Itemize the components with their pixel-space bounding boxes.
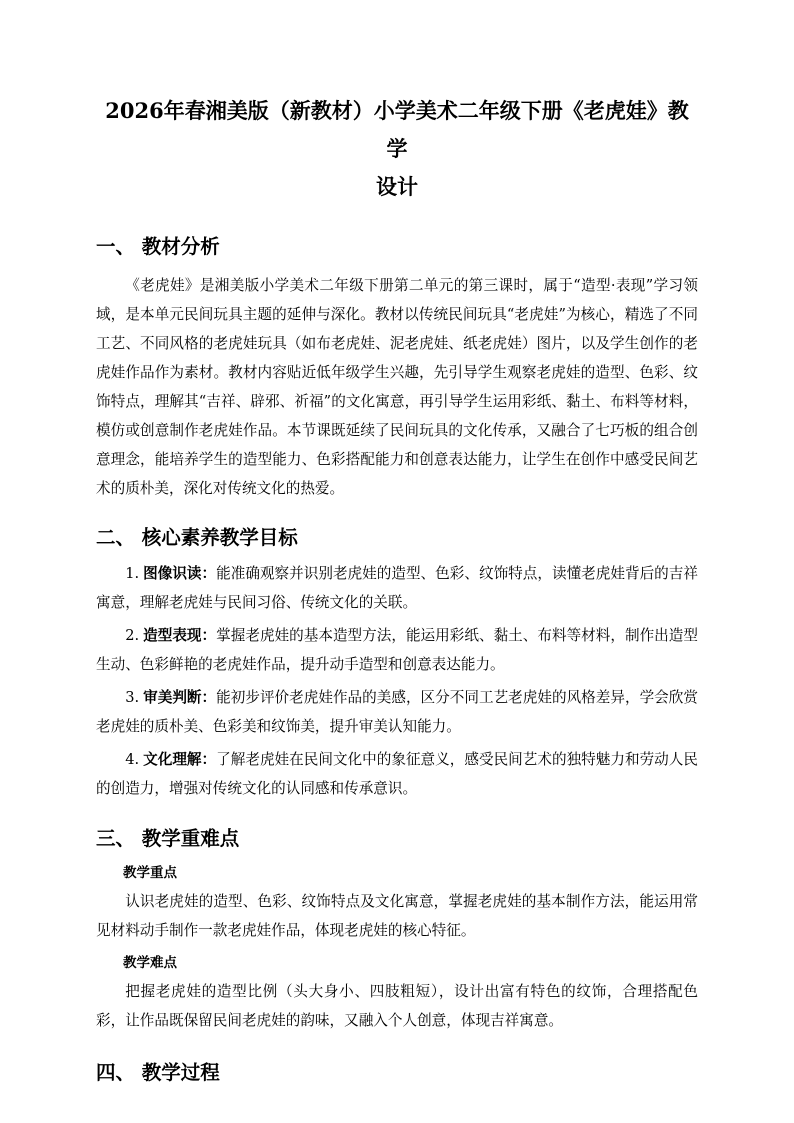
goal-item	[96, 745, 698, 803]
goal-text: 能准确观察并识别老虎娃的造型、色彩、纹饰特点，读懂老虎娃背后的吉祥寓意，理解老虎娃与民间习俗、传统文化的关联。	[96, 565, 698, 611]
goal-number: 1.	[125, 565, 140, 582]
goal-item	[96, 621, 698, 679]
goal-item	[96, 559, 698, 617]
section1-paragraph: 《老虎娃》是湘美版小学美术二年级下册第二单元的第三课时，属于“造型·表现”学习领域，是本单元民间玩具主题的延伸与深化。教材以传统民间玩具“老虎娃”为核心，精选了不同工艺、不同风格的老虎娃玩具（如布老虎娃、泥老虎娃、纸老虎娃）图片，以及学生创作的老虎娃作品作为素材。教材内容贴近低年级学生兴趣，先引导学生观察老虎娃的造型、色彩、纹饰特点，理解其“吉祥、辟邪、祈福”的文化寓意，再引导学生运用彩纸、黏土、布料等材料，模仿或创意制作老虎娃作品。本节课既延续了民间玩具的文化传承，又融合了七巧板的组合创意理念，能培养学生的造型能力、色彩搭配能力和创意表达能力，让学生在创作中感受民间艺术的质朴美，深化对传统文化的热爱。	[96, 277, 698, 497]
section-heading-2: 二、 核心素养教学目标	[96, 526, 298, 549]
section-heading-4: 四、 教学过程	[96, 1061, 220, 1084]
difficulty-label: 教学难点	[123, 955, 177, 971]
goal-label: 文化理解：	[143, 751, 217, 768]
goal-text: 能初步评价老虎娃作品的美感，区分不同工艺老虎娃的风格差异，学会欣赏老虎娃的质朴美、色彩美和纹饰美，提升审美认知能力。	[96, 689, 698, 735]
goal-label: 审美判断：	[143, 689, 217, 706]
section-heading-1: 一、 教材分析	[96, 235, 220, 258]
goal-label: 造型表现：	[143, 627, 217, 644]
goal-item	[96, 683, 698, 741]
document-title	[96, 92, 698, 206]
goal-label: 图像识读：	[143, 565, 217, 582]
difficulty-text: 把握老虎娃的造型比例（头大身小、四肢粗短），设计出富有特色的纹饰，合理搭配色彩，让作品既保留民间老虎娃的韵味，又融入个人创意，体现吉祥寓意。	[96, 983, 698, 1029]
goal-text: 掌握老虎娃的基本造型方法，能运用彩纸、黏土、布料等材料，制作出造型生动、色彩鲜艳的老虎娃作品，提升动手造型和创意表达能力。	[96, 627, 698, 673]
goal-number: 3.	[125, 689, 140, 706]
key-point-label: 教学重点	[123, 865, 177, 881]
title-line-1: 2026年春湘美版（新教材）小学美术二年级下册《老虎娃》教学	[105, 98, 689, 161]
goal-number: 4.	[125, 751, 140, 768]
goal-number: 2.	[125, 627, 140, 644]
title-line-2: 设计	[376, 174, 418, 199]
goal-text: 了解老虎娃在民间文化中的象征意义，感受民间艺术的独特魅力和劳动人民的创造力，增强对传统文化的认同感和传承意识。	[96, 751, 698, 797]
section-heading-3: 三、 教学重难点	[96, 827, 240, 850]
goal-list	[96, 559, 698, 803]
key-point-text: 认识老虎娃的造型、色彩、纹饰特点及文化寓意，掌握老虎娃的基本制作方法，能运用常见材料动手制作一款老虎娃作品，体现老虎娃的核心特征。	[96, 893, 698, 939]
